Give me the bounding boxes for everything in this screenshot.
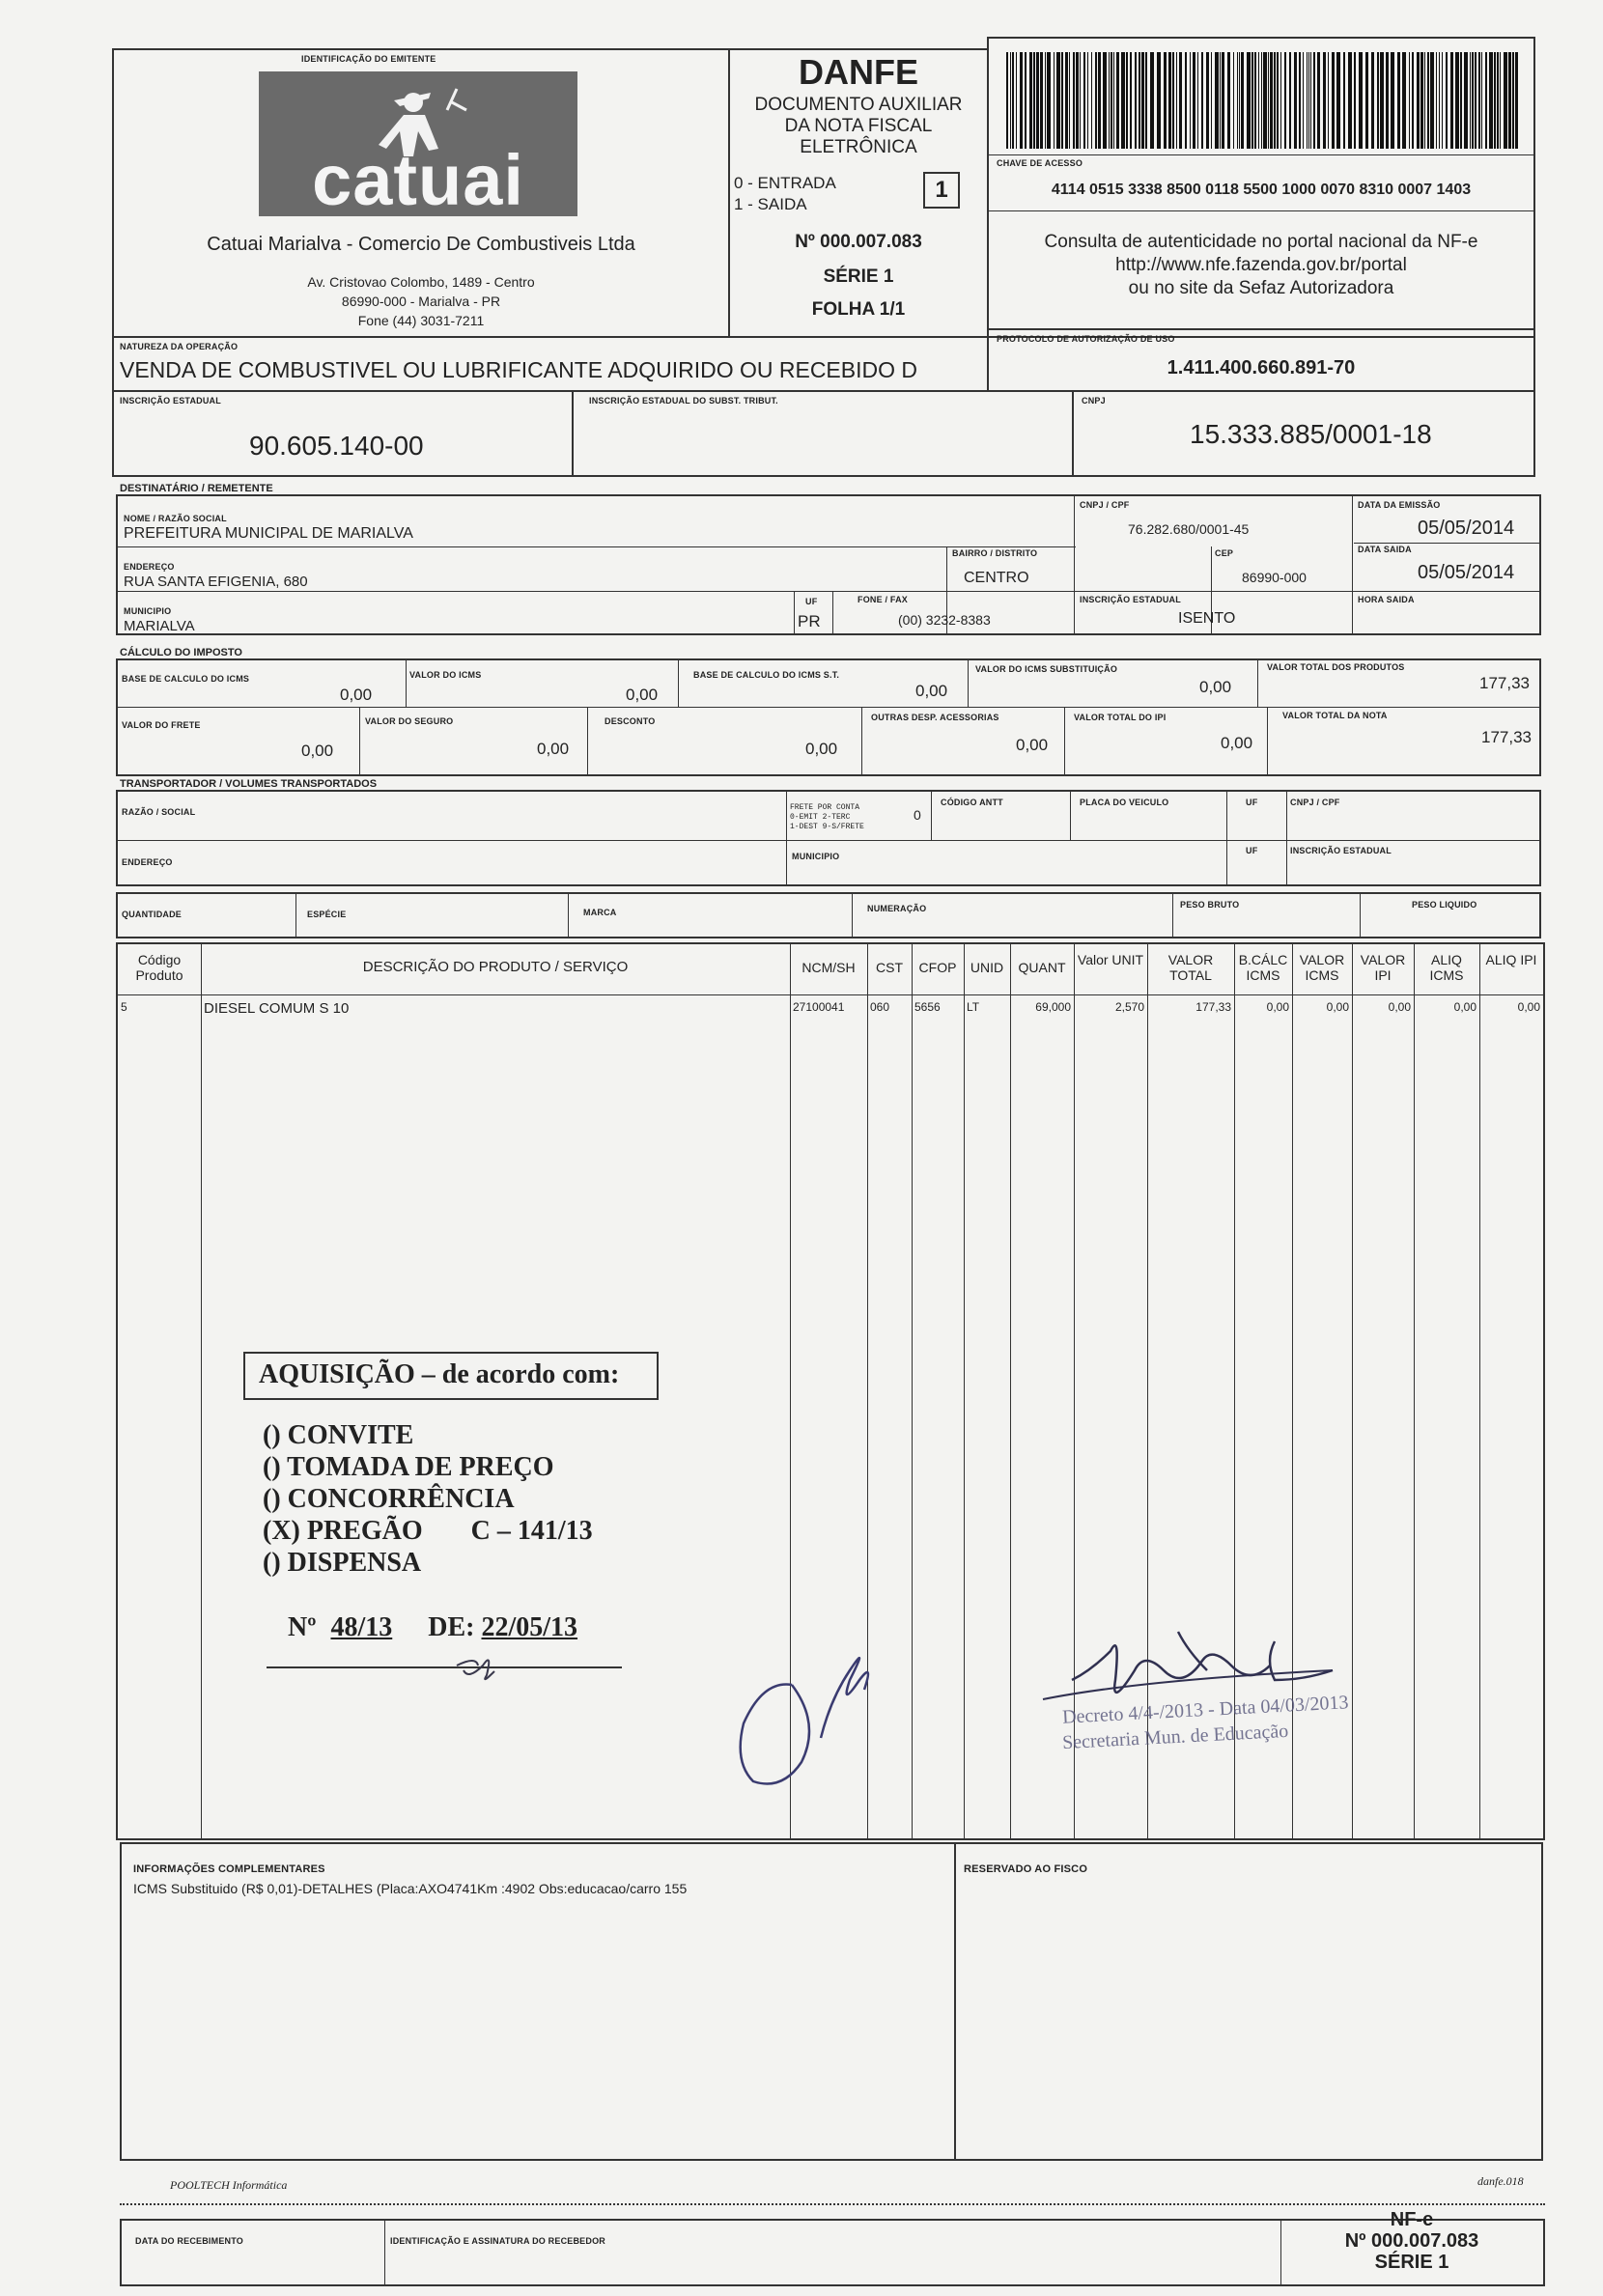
imposto-section: CÁLCULO DO IMPOSTO — [120, 647, 242, 658]
cnpj-box — [1072, 390, 1535, 477]
nome-value: PREFEITURA MUNICIPAL DE MARIALVA — [124, 525, 413, 542]
stamp-numero-value: 48/13 — [330, 1612, 393, 1642]
header-cfop: CFOP — [918, 960, 957, 975]
consulta-line-3: ou no site da Sefaz Autorizadora — [1128, 278, 1394, 298]
emitente-cep-city: 86990-000 - Marialva - PR — [341, 294, 501, 309]
cell-bc-icms: 0,00 — [1266, 1000, 1289, 1014]
uf-value: PR — [798, 612, 821, 630]
cell-cst: 060 — [870, 1000, 890, 1014]
canhoto-nfe — [1279, 2209, 1545, 2273]
natureza-box — [112, 336, 989, 392]
natureza-label: NATUREZA DA OPERAÇÃO — [120, 342, 239, 351]
danfe-subtitle-2: DA NOTA FISCAL — [784, 116, 933, 136]
canhoto-nfe-label: NF-e — [1390, 2209, 1434, 2230]
nome-label: NOME / RAZÃO SOCIAL — [124, 514, 227, 523]
emissao-value: 05/05/2014 — [1418, 518, 1515, 539]
danfe-title: DANFE — [799, 52, 918, 92]
imposto-box — [116, 658, 1541, 776]
transp-cnpj-label: CNPJ / CPF — [1290, 798, 1340, 807]
municipio-value: MARIALVA — [124, 618, 195, 634]
stamp-pregao-ref: C – 141/13 — [470, 1516, 593, 1546]
catuai-logo — [259, 71, 577, 220]
header-valor-total: VALOR TOTAL — [1167, 952, 1214, 983]
stamp-numero-label: Nº — [288, 1612, 317, 1642]
dest-cnpj-label: CNPJ / CPF — [1080, 500, 1130, 510]
icms-label: VALOR DO ICMS — [409, 670, 482, 680]
frete-conta-line-2: 0-EMIT 2-TERC — [790, 813, 851, 822]
header-ncm: NCM/SH — [802, 960, 856, 975]
form-code: danfe.018 — [1477, 2174, 1524, 2188]
uf-label: UF — [805, 597, 818, 606]
frete-conta-legend — [790, 803, 864, 832]
header-valor-icms: VALOR ICMS — [1299, 952, 1345, 983]
header-cst: CST — [876, 960, 903, 975]
header-bc-icms: B.CÁLC ICMS — [1238, 952, 1288, 983]
cell-descricao: DIESEL COMUM S 10 — [204, 1000, 350, 1017]
stamp-item-dispensa: () DISPENSA — [263, 1548, 422, 1578]
bairro-label: BAIRRO / DISTRITO — [952, 548, 1038, 558]
bruto-label: PESO BRUTO — [1180, 900, 1240, 910]
handwritten-signatures — [425, 1526, 1410, 1796]
consulta-line-2: http://www.nfe.fazenda.gov.br/portal — [1115, 255, 1407, 275]
destinatario-section: DESTINATÁRIO / REMETENTE — [120, 483, 273, 494]
header-descricao: DESCRIÇÃO DO PRODUTO / SERVIÇO — [362, 959, 629, 975]
produtos-column-divider — [1479, 944, 1480, 1838]
transp-uf-label: UF — [1246, 798, 1258, 807]
stamp-title: AQUISIÇÃO – de acordo com: — [259, 1359, 620, 1389]
cut-line — [120, 2203, 1545, 2205]
bc-st-value: 0,00 — [915, 682, 948, 700]
ie-st-box — [572, 390, 1074, 477]
protocolo-value: 1.411.400.660.891-70 — [1167, 357, 1356, 378]
dest-ie-label: INSCRIÇÃO ESTADUAL — [1080, 595, 1181, 604]
tipo-value: 1 — [923, 172, 960, 209]
emissao-label: DATA DA EMISSÃO — [1358, 500, 1441, 510]
emitente-label: IDENTIFICAÇÃO DO EMITENTE — [301, 54, 436, 64]
header-quant: QUANT — [1018, 960, 1066, 975]
transp-municipio-label: MUNICIPIO — [792, 852, 840, 861]
canhoto-serie: SÉRIE 1 — [1374, 2252, 1449, 2273]
stamp-item-concorrencia: () CONCORRÊNCIA — [263, 1484, 515, 1514]
danfe-subtitle-3: ELETRÔNICA — [800, 137, 917, 157]
stamp-item-tomada: () TOMADA DE PREÇO — [263, 1452, 554, 1482]
endereco-label: ENDEREÇO — [124, 562, 175, 572]
stamp-de-label: DE: — [428, 1612, 475, 1642]
fone-label: FONE / FAX — [858, 595, 909, 604]
especie-label: ESPÉCIE — [307, 910, 347, 919]
bc-st-label: BASE DE CALCULO DO ICMS S.T. — [693, 670, 840, 680]
danfe-box — [728, 48, 989, 338]
cell-ncm: 27100041 — [793, 1000, 845, 1014]
cell-valor-ipi: 0,00 — [1388, 1000, 1411, 1014]
dest-ie-value: ISENTO — [1178, 610, 1236, 627]
ie-st-label: INSCRIÇÃO ESTADUAL DO SUBST. TRIBUT. — [589, 396, 778, 406]
faded-stamp-text-2: Secretaria Mun. de Educação — [1061, 1720, 1289, 1754]
cell-aliq-icms: 0,00 — [1453, 1000, 1476, 1014]
qtd-label: QUANTIDADE — [122, 910, 182, 919]
danfe-folha: FOLHA 1/1 — [811, 299, 906, 320]
natureza-value: VENDA DE COMBUSTIVEL OU LUBRIFICANTE ADQUIRIDO OU RECEBIDO D — [120, 357, 918, 382]
emitente-phone: Fone (44) 3031-7211 — [357, 313, 485, 328]
destinatario-box — [116, 494, 1541, 635]
municipio-label: MUNICIPIO — [124, 606, 172, 616]
header-unid: UNID — [970, 960, 1004, 975]
recebimento-label: DATA DO RECEBIMENTO — [135, 2236, 243, 2246]
emitente-box — [112, 48, 730, 338]
placa-label: PLACA DO VEICULO — [1080, 798, 1169, 807]
logo-text: catuai — [312, 140, 524, 220]
info-box — [120, 1842, 956, 2161]
info-text: ICMS Substituido (R$ 0,01)-DETALHES (Placa:AXO4741Km :4902 Obs:educacao/carro 155 — [133, 1881, 688, 1896]
razao-label: RAZÃO / SOCIAL — [122, 807, 196, 817]
canhoto-numero: Nº 000.007.083 — [1344, 2230, 1479, 2252]
header-valor-unit: Valor UNIT — [1077, 952, 1144, 967]
danfe-subtitle-1: DOCUMENTO AUXILIAR — [754, 95, 963, 115]
header-aliq-icms: ALIQ ICMS — [1429, 952, 1464, 983]
faded-stamp-text-1: Decreto 4/4-/2013 - Data 04/03/2013 — [1061, 1692, 1349, 1728]
marca-label: MARCA — [583, 908, 617, 917]
emitente-name: Catuai Marialva - Comercio De Combustiveis Ltda — [207, 234, 635, 255]
aquisicao-stamp-title-box — [243, 1352, 659, 1400]
chave-value: 4114 0515 3338 8500 0118 5500 1000 0070 8310 0007 1403 — [1051, 182, 1472, 198]
ipi-total-label: VALOR TOTAL DO IPI — [1074, 713, 1167, 722]
bc-icms-label: BASE DE CALCULO DO ICMS — [122, 674, 250, 684]
cnpj-value: 15.333.885/0001-18 — [1190, 419, 1432, 449]
bc-icms-value: 0,00 — [340, 686, 373, 704]
danfe-numero: Nº 000.007.083 — [795, 232, 922, 252]
seguro-label: VALOR DO SEGURO — [365, 716, 454, 726]
desconto-value: 0,00 — [805, 740, 838, 758]
icms-value: 0,00 — [626, 686, 659, 704]
cell-unid: LT — [967, 1000, 980, 1014]
ie-box — [112, 390, 574, 477]
barcode — [1006, 52, 1518, 158]
frete-label: VALOR DO FRETE — [122, 720, 201, 730]
fisco-label: RESERVADO AO FISCO — [964, 1863, 1088, 1875]
hora-label: HORA SAIDA — [1358, 595, 1415, 604]
frete-conta-line-1: FRETE POR CONTA — [790, 803, 860, 812]
protocolo-label: PROTOCOLO DE AUTORIZAÇÃO DE USO — [997, 334, 1175, 344]
saida-value: 05/05/2014 — [1418, 562, 1515, 583]
header-valor-ipi: VALOR IPI — [1360, 952, 1406, 983]
software-credit: POOLTECH Informática — [170, 2178, 288, 2192]
canhoto-content — [120, 2209, 1545, 2296]
ie-value: 90.605.140-00 — [249, 431, 424, 461]
numeracao-label: NUMERAÇÃO — [867, 904, 927, 913]
frete-conta-value: 0 — [914, 807, 921, 823]
saida-label: DATA SAIDA — [1358, 545, 1412, 554]
cell-valor-total: 177,33 — [1195, 1000, 1231, 1014]
ie-label: INSCRIÇÃO ESTADUAL — [120, 396, 221, 406]
transporte-section: TRANSPORTADOR / VOLUMES TRANSPORTADOS — [120, 778, 378, 790]
frete-value: 0,00 — [301, 742, 334, 760]
outras-label: OUTRAS DESP. ACESSORIAS — [871, 713, 999, 722]
chave-label: CHAVE DE ACESSO — [997, 158, 1083, 168]
info-label: INFORMAÇÕES COMPLEMENTARES — [133, 1863, 325, 1875]
transp-ie-label: INSCRIÇÃO ESTADUAL — [1290, 846, 1392, 855]
stamp-item-convite: () CONVITE — [263, 1420, 414, 1450]
cell-valor-unit: 2,570 — [1114, 1000, 1144, 1014]
emitente-address: Av. Cristovao Colombo, 1489 - Centro — [307, 274, 535, 290]
volumes-box — [116, 892, 1541, 938]
total-nota-label: VALOR TOTAL DA NOTA — [1282, 711, 1388, 720]
assinatura-label: IDENTIFICAÇÃO E ASSINATURA DO RECEBEDOR — [390, 2236, 605, 2246]
stamp-pregao-label: (X) PREGÃO — [263, 1516, 423, 1546]
liquido-label: PESO LIQUIDO — [1412, 900, 1477, 910]
header-aliq-ipi: ALIQ IPI — [1485, 952, 1537, 967]
produtos-column-divider — [201, 944, 202, 1838]
tipo-saida: 1 - SAIDA — [734, 195, 807, 213]
antt-label: CÓDIGO ANTT — [941, 798, 1003, 807]
cell-cfop: 5656 — [914, 1000, 941, 1014]
frete-conta-line-3: 1-DEST 9-S/FRETE — [790, 823, 864, 831]
tipo-entrada: 0 - ENTRADA — [734, 174, 836, 192]
cell-aliq-ipi: 0,00 — [1517, 1000, 1540, 1014]
transporte-box — [116, 790, 1541, 886]
protocolo-box — [987, 328, 1535, 392]
desconto-label: DESCONTO — [605, 716, 656, 726]
danfe-serie: SÉRIE 1 — [823, 266, 894, 287]
endereco-value: RUA SANTA EFIGENIA, 680 — [124, 574, 308, 590]
dest-cnpj-value: 76.282.680/0001-45 — [1128, 521, 1250, 537]
chave-box — [987, 37, 1535, 338]
bairro-value: CENTRO — [964, 570, 1029, 586]
icms-st-label: VALOR DO ICMS SUBSTITUIÇÃO — [975, 664, 1118, 674]
cell-codigo: 5 — [121, 1000, 127, 1014]
seguro-value: 0,00 — [537, 740, 570, 758]
cell-quant: 69,000 — [1035, 1000, 1071, 1014]
transp-endereco-label: ENDEREÇO — [122, 857, 173, 867]
cell-valor-icms: 0,00 — [1326, 1000, 1349, 1014]
total-prod-label: VALOR TOTAL DOS PRODUTOS — [1267, 662, 1405, 672]
total-prod-value: 177,33 — [1479, 674, 1530, 692]
cep-value: 86990-000 — [1242, 570, 1307, 585]
header-codigo: Código Produto — [135, 952, 183, 983]
fone-value: (00) 3232-8383 — [898, 612, 991, 628]
ipi-total-value: 0,00 — [1221, 734, 1253, 752]
cnpj-label: CNPJ — [1082, 396, 1106, 406]
icms-st-value: 0,00 — [1199, 678, 1232, 696]
outras-value: 0,00 — [1016, 736, 1049, 754]
transp-uf2-label: UF — [1246, 846, 1258, 855]
total-nota-value: 177,33 — [1481, 728, 1532, 746]
consulta-line-1: Consulta de autenticidade no portal nacional da NF-e — [1044, 232, 1478, 252]
fisco-box — [954, 1842, 1543, 2161]
produtos-column-divider — [1414, 944, 1415, 1838]
stamp-de-value: 22/05/13 — [481, 1612, 578, 1642]
cep-label: CEP — [1215, 548, 1234, 558]
